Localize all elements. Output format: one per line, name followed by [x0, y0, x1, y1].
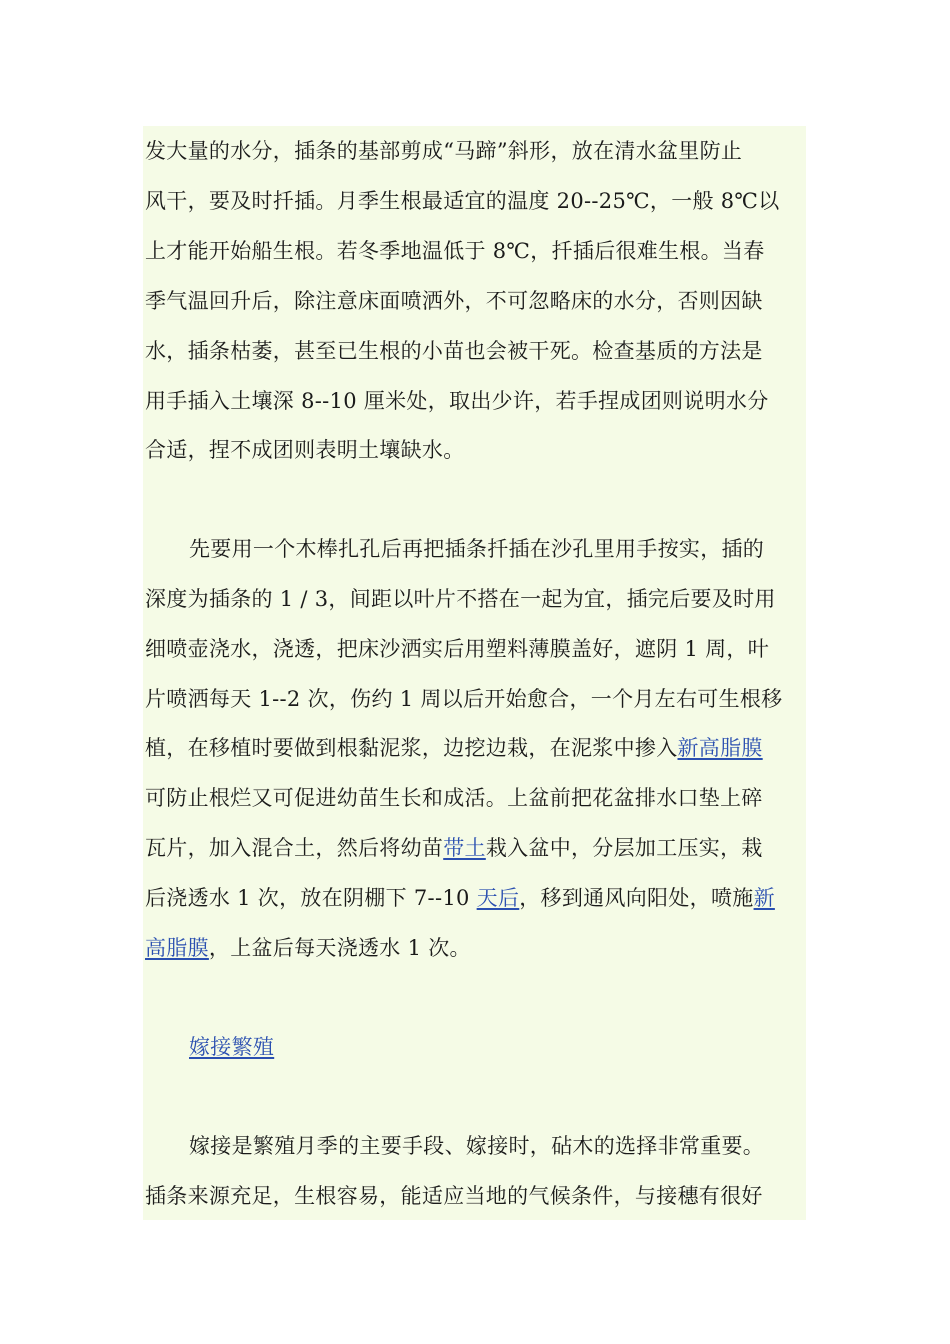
paragraph2-line-9-text: ，上盆后每天浇透水 1 次。 [208, 936, 471, 960]
link-xin-gao-zhi-mo-2-part1[interactable]: 新 [753, 886, 775, 910]
link-xin-gao-zhi-mo[interactable]: 新高脂膜 [677, 736, 763, 760]
document-content [143, 126, 806, 1220]
section-heading [189, 1027, 274, 1067]
paragraph2-line-8-text-a: 后浇透水 1 次，放在阴棚下 7--10 [145, 886, 477, 910]
paragraph2-line-6: 可防止根烂又可促进幼苗生长和成活。上盆前把花盆排水口垫上碎 [145, 786, 763, 810]
paragraph1-line-4: 季气温回升后，除注意床面喷洒外，不可忽略床的水分，否则因缺 [145, 289, 763, 313]
paragraph2-line-1: 先要用一个木棒扎孔后再把插条扦插在沙孔里用手按实，插的 [189, 537, 765, 561]
paragraph2-line-5-text: 植，在移植时要做到根黏泥浆，边挖边栽，在泥浆中掺入 [145, 736, 678, 760]
link-tian-hou[interactable]: 天后 [476, 886, 520, 910]
paragraph2-line-5 [145, 728, 763, 768]
paragraph1-line-2: 风干，要及时扦插。月季生根最适宜的温度 20--25℃，一般 8℃以 [145, 189, 780, 213]
paragraph1-line-3: 上才能开始船生根。若冬季地温低于 8℃，扦插后很难生根。当春 [145, 239, 765, 263]
paragraph2-line-3: 细喷壶浇水，浇透，把床沙洒实后用塑料薄膜盖好，遮阴 1 周，叶 [145, 637, 770, 661]
paragraph2-line-7-text-b: 栽入盆中，分层加工压实，栽 [485, 836, 763, 860]
paragraph2-line-8 [145, 878, 775, 918]
paragraph1-line-5: 水，插条枯萎，甚至已生根的小苗也会被干死。检查基质的方法是 [145, 339, 763, 363]
paragraph1-line-6: 用手插入土壤深 8--10 厘米处，取出少许，若手捏成团则说明水分 [145, 389, 769, 413]
paragraph1-line-1: 发大量的水分，插条的基部剪成“马蹄”斜形，放在清水盆里防止 [145, 139, 743, 163]
paragraph2-line-8-text-b: ，移到通风向阳处，喷施 [519, 886, 754, 910]
paragraph3-line-1: 嫁接是繁殖月季的主要手段、嫁接时，砧木的选择非常重要。 [189, 1134, 765, 1158]
paragraph2-line-2: 深度为插条的 1 / 3，间距以叶片不搭在一起为宜，插完后要及时用 [145, 587, 776, 611]
paragraph1-line-7: 合适，捏不成团则表明土壤缺水。 [145, 438, 465, 462]
link-dai-tu[interactable]: 带土 [443, 836, 486, 860]
link-jia-jie-fan-zhi[interactable]: 嫁接繁殖 [189, 1035, 275, 1059]
paragraph2-line-4: 片喷洒每天 1--2 次，伤约 1 周以后开始愈合，一个月左右可生根移 [145, 687, 783, 711]
paragraph3-line-2: 插条来源充足，生根容易，能适应当地的气候条件，与接穗有很好 [145, 1184, 763, 1208]
paragraph2-line-7 [145, 828, 763, 868]
paragraph2-line-7-text-a: 瓦片，加入混合土，然后将幼苗 [145, 836, 444, 860]
link-xin-gao-zhi-mo-2-part2[interactable]: 高脂膜 [145, 936, 209, 960]
paragraph2-line-9 [145, 928, 471, 968]
